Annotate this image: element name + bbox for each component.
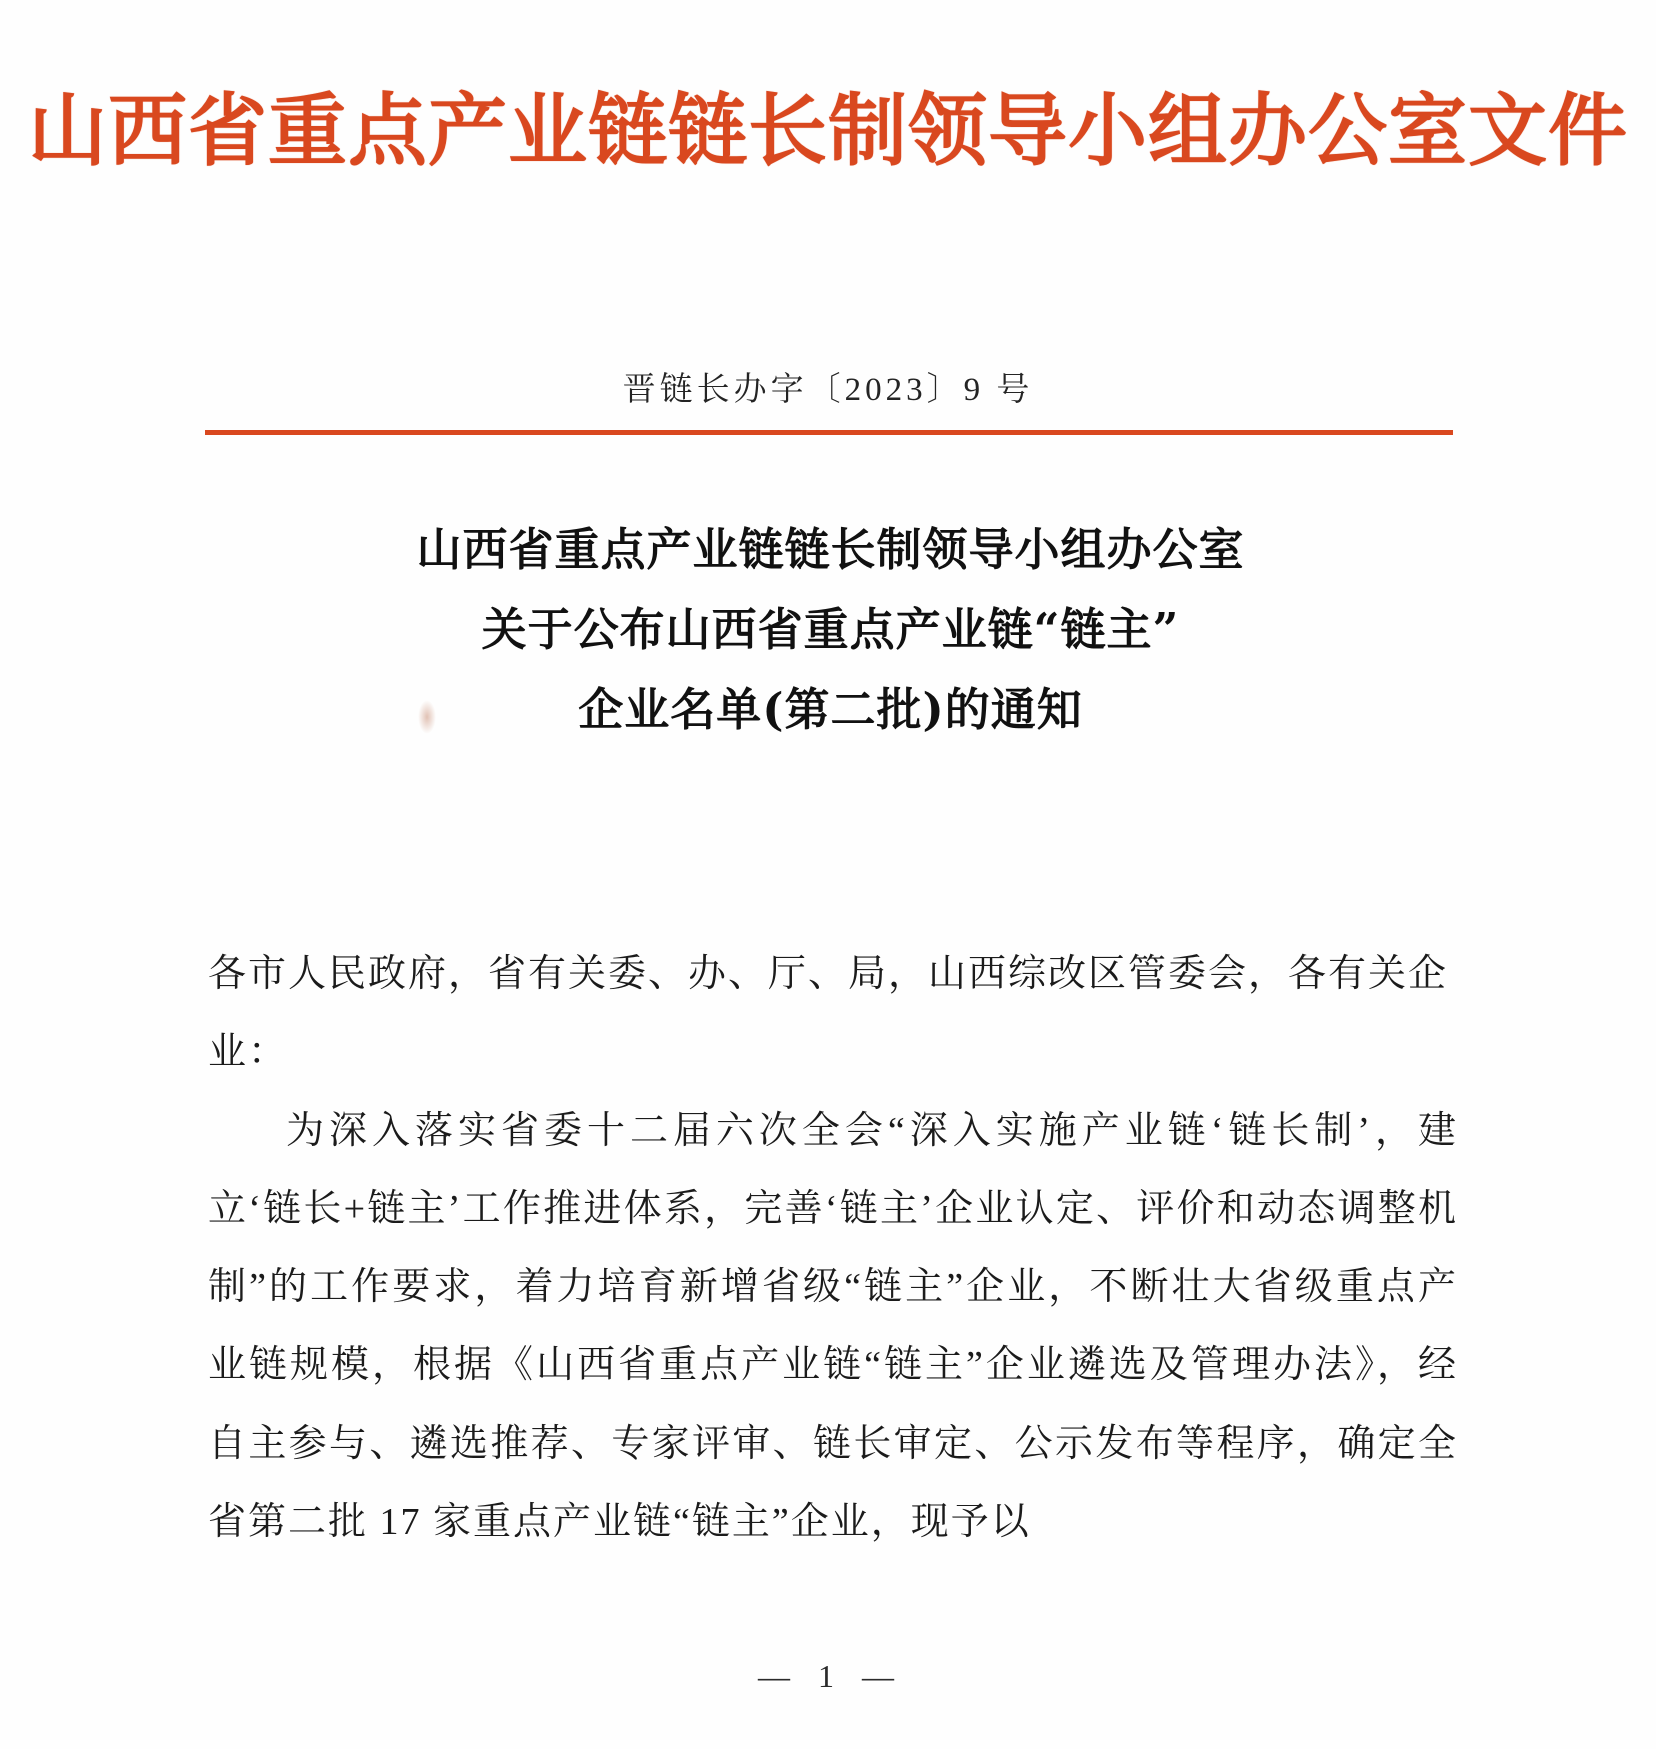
title-line-2: 关于公布山西省重点产业链“链主” — [481, 603, 1180, 657]
document-masthead: 山西省重点产业链链长制领导小组办公室文件 — [28, 84, 1628, 177]
document-title — [208, 510, 1453, 750]
red-separator-rule — [205, 430, 1453, 435]
title-line-3: 企业名单(第二批)的通知 — [578, 683, 1083, 737]
page-number-text: — 1 — — [758, 1658, 904, 1694]
title-line-1: 山西省重点产业链链长制领导小组办公室 — [416, 523, 1245, 576]
body-paragraph-1: 为深入落实省委十二届六次全会“深入实施产业链‘链长制’，建立‘链长+链主’工作推进体系，完善‘链主’企业认定、评价和动态调整机制”的工作要求，着力培育新增省级“链主”企业，不断壮大省级重点产业链规模，根据《山西省重点产业链“链主”企业遴选及管理办法》，经自主参与、遴选推荐、专家评审、链长审定、公示发布等程序，确定全省第二批 17 家重点产业链“链主”企业，现予以 — [208, 1109, 1458, 1543]
document-body — [208, 935, 1458, 1561]
addressee-line-2: 业： — [208, 1031, 289, 1074]
addressee-line-1: 各市人民政府，省有关委、办、厅、局，山西综改区管委会，各有关企 — [208, 953, 1449, 995]
document-number: 晋链长办字〔2023〕9 号 — [622, 372, 1034, 408]
page-number — [0, 1658, 1656, 1695]
